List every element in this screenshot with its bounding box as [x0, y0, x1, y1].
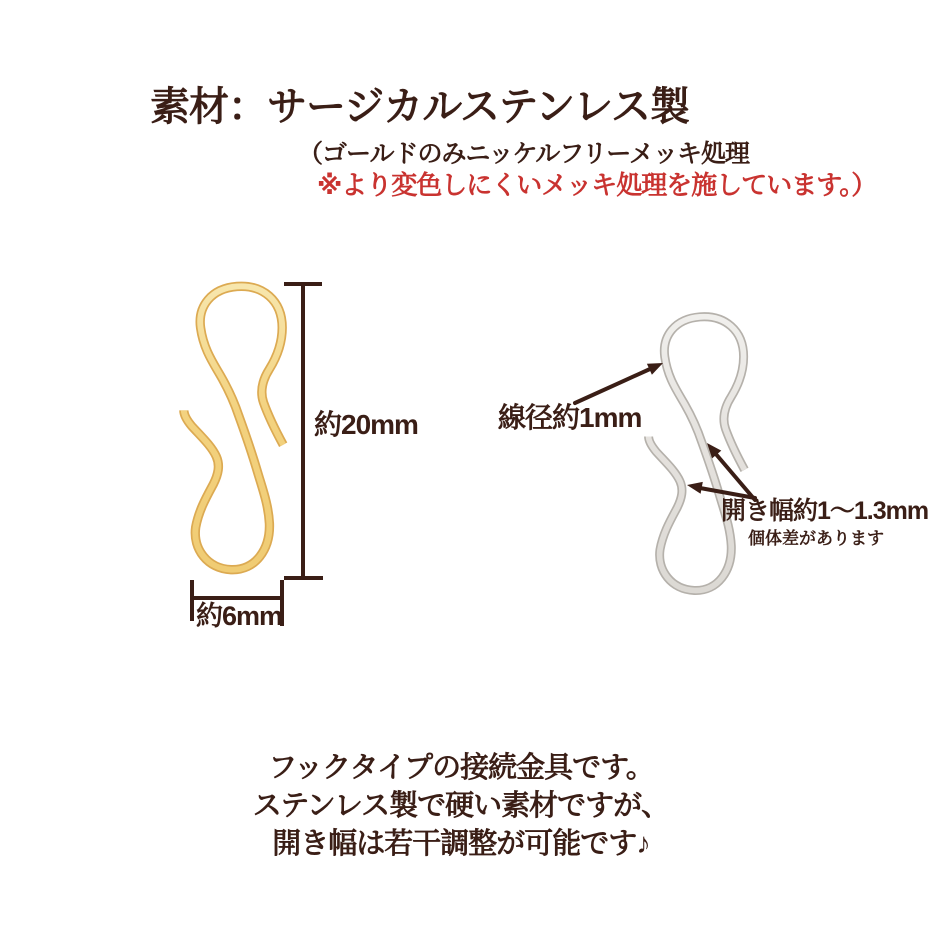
plating-note-red: ※より変色しにくいメッキ処理を施しています。）	[317, 170, 877, 200]
gap-arrowhead-lower	[687, 482, 703, 494]
description-line-3: 開き幅は若干調整が可能です♪	[272, 828, 650, 860]
gap-width-label: 開き幅約1〜1.3mm	[721, 497, 929, 525]
product-description	[86, 749, 836, 863]
material-title: 素材：サージカルステンレス製	[150, 85, 689, 129]
width-label: 約6mm	[196, 601, 283, 631]
wire-diameter-arrowhead	[647, 363, 663, 375]
wire-diameter-arrow	[575, 369, 650, 403]
description-line-1: フックタイプの接続金具です。	[268, 752, 654, 784]
wire-diameter-label: 線径約1mm	[498, 402, 642, 433]
material-subtitle: （ゴールドのみニッケルフリーメッキ処理	[298, 140, 750, 168]
height-label: 約20mm	[314, 409, 418, 440]
description-line-2: ステンレス製で硬い素材ですが、	[252, 790, 670, 822]
gap-individual-difference-note: 個体差があります	[748, 529, 884, 548]
